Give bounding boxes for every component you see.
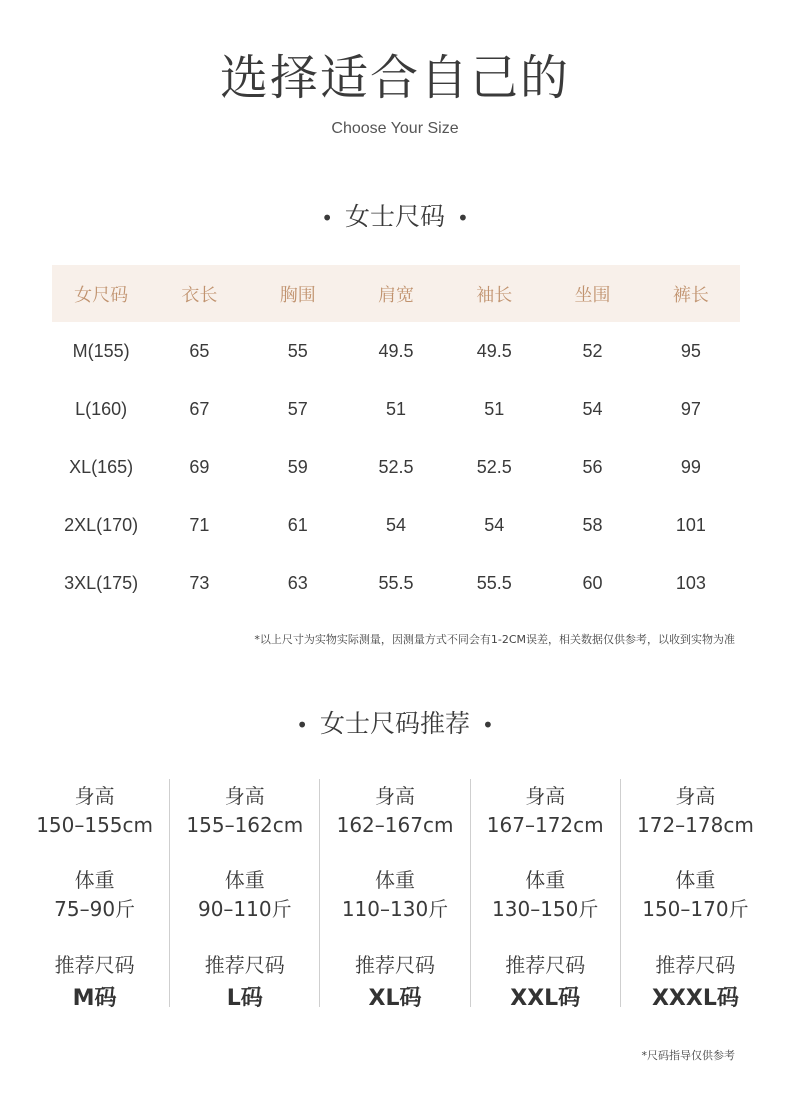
recommendation-heading xyxy=(0,707,790,742)
table-row xyxy=(52,496,740,554)
table-cell: 73 xyxy=(189,572,210,593)
page-title: 选择适合自己的 xyxy=(219,50,570,106)
table-header-row xyxy=(52,265,740,322)
height-range: 155–162cm xyxy=(186,813,304,837)
table-cell: 54 xyxy=(484,514,505,535)
recommended-size: XL码 xyxy=(368,986,422,1011)
recommendation-column xyxy=(169,779,319,1011)
table-row xyxy=(52,554,740,612)
table-cell: 52.5 xyxy=(476,456,512,477)
page-subtitle: Choose Your Size xyxy=(331,120,459,137)
height-label: 身高 xyxy=(375,784,415,808)
column-header: 裤长 xyxy=(672,284,709,306)
height-range: 167–172cm xyxy=(486,813,604,837)
recommendation-heading-text: 女士尺码推荐 xyxy=(319,709,470,738)
recommended-size-label: 推荐尺码 xyxy=(204,953,285,977)
recommended-size-label: 推荐尺码 xyxy=(655,953,736,977)
table-cell: L(160) xyxy=(75,398,128,419)
recommended-size: XXXL码 xyxy=(651,986,739,1011)
table-cell: 97 xyxy=(680,398,701,419)
recommended-size-label: 推荐尺码 xyxy=(505,953,586,977)
column-header: 衣长 xyxy=(181,284,218,306)
table-cell: 63 xyxy=(287,572,308,593)
table-cell: 51 xyxy=(484,398,505,419)
table-cell: 3XL(175) xyxy=(64,572,139,593)
guide-note: *尺码指导仅供参考 xyxy=(641,1049,735,1062)
table-cell: 49.5 xyxy=(378,340,414,361)
table-cell: 55 xyxy=(287,340,308,361)
recommendation-column xyxy=(319,779,469,1011)
table-cell: 55.5 xyxy=(378,572,414,593)
recommendation-column xyxy=(620,779,770,1011)
table-cell: 55.5 xyxy=(476,572,512,593)
size-chart-heading-text: 女士尺码 xyxy=(344,202,445,231)
table-cell: XL(165) xyxy=(69,456,134,477)
recommendation-column xyxy=(470,779,620,1011)
height-label: 身高 xyxy=(74,784,115,808)
recommended-size: L码 xyxy=(226,986,263,1011)
table-cell: 58 xyxy=(582,514,603,535)
size-chart-heading xyxy=(0,200,790,235)
table-row xyxy=(52,322,740,380)
measurement-note: *以上尺寸为实物实际测量，因测量方式不同会有1-2CM误差，相关数据仅供参考，以收到实物为准 xyxy=(254,633,735,646)
weight-range: 110–130斤 xyxy=(341,897,449,921)
table-cell: M(155) xyxy=(72,340,130,361)
table-cell: 61 xyxy=(287,514,308,535)
recommendation-column xyxy=(20,779,169,1011)
weight-label: 体重 xyxy=(675,868,716,892)
table-cell: 57 xyxy=(287,398,308,419)
table-cell: 101 xyxy=(675,514,706,535)
table-cell: 54 xyxy=(582,398,603,419)
column-header: 袖长 xyxy=(476,284,513,306)
table-cell: 69 xyxy=(189,456,210,477)
table-cell: 2XL(170) xyxy=(64,514,139,535)
table-cell: 65 xyxy=(189,340,210,361)
table-cell: 52.5 xyxy=(378,456,414,477)
table-cell: 99 xyxy=(680,456,701,477)
table-row xyxy=(52,438,740,496)
recommended-size: M码 xyxy=(72,986,117,1011)
column-header: 肩宽 xyxy=(377,284,414,306)
height-label: 身高 xyxy=(224,784,265,808)
table-cell: 103 xyxy=(675,572,706,593)
table-cell: 56 xyxy=(582,456,603,477)
height-range: 150–155cm xyxy=(36,813,154,837)
weight-range: 150–170斤 xyxy=(642,897,749,921)
weight-label: 体重 xyxy=(525,868,566,892)
table-cell: 54 xyxy=(385,514,406,535)
weight-label: 体重 xyxy=(74,868,115,892)
column-header: 坐围 xyxy=(574,284,611,306)
column-header: 女尺码 xyxy=(74,284,129,306)
table-cell: 59 xyxy=(287,456,308,477)
height-range: 172–178cm xyxy=(637,813,754,837)
weight-label: 体重 xyxy=(375,868,415,892)
table-cell: 49.5 xyxy=(476,340,512,361)
column-header: 胸围 xyxy=(279,284,316,306)
bullet-dot-icon: • xyxy=(457,206,469,230)
table-cell: 95 xyxy=(680,340,701,361)
bullet-dot-icon: • xyxy=(482,713,494,737)
table-cell: 52 xyxy=(582,340,603,361)
table-cell: 51 xyxy=(385,398,406,419)
height-label: 身高 xyxy=(675,784,716,808)
table-cell: 60 xyxy=(582,572,603,593)
bullet-dot-icon: • xyxy=(321,206,333,230)
weight-range: 90–110斤 xyxy=(197,897,292,921)
table-cell: 71 xyxy=(189,514,210,535)
weight-label: 体重 xyxy=(224,868,265,892)
height-range: 162–167cm xyxy=(336,813,454,837)
weight-range: 130–150斤 xyxy=(492,897,599,921)
table-row xyxy=(52,380,740,438)
bullet-dot-icon: • xyxy=(296,713,308,737)
table-cell: 67 xyxy=(189,398,210,419)
recommended-size: XXL码 xyxy=(510,986,581,1011)
size-chart-table xyxy=(52,265,740,612)
weight-range: 75–90斤 xyxy=(54,897,136,921)
recommended-size-label: 推荐尺码 xyxy=(54,953,135,977)
height-label: 身高 xyxy=(525,784,566,808)
recommended-size-label: 推荐尺码 xyxy=(355,953,435,977)
recommendation-grid xyxy=(20,779,770,1011)
